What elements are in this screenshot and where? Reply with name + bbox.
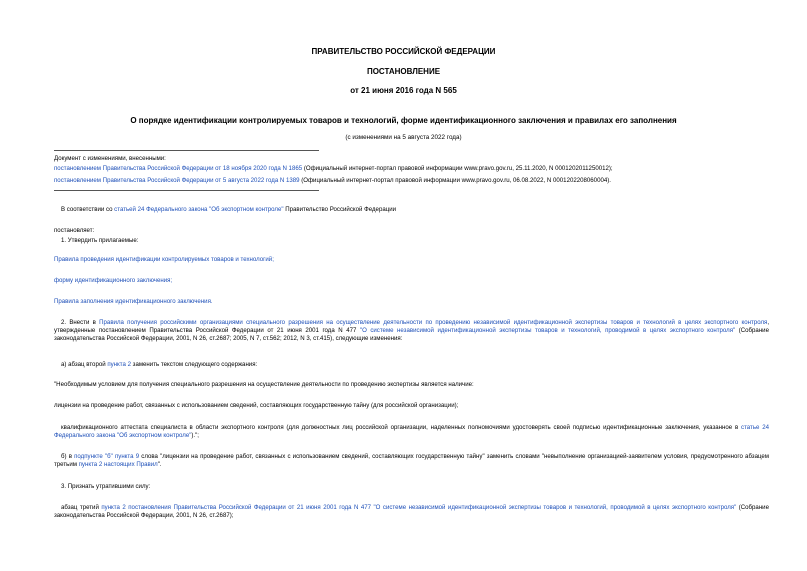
change-item-1: постановлением Правительства Российской Федерации от 18 ноября 2020 года N 1865 (Официальный интернет-портал правовой информации www.pravo.gov.ru, 25.11.2020, N 0001202011250012); (54, 165, 613, 172)
certificate-text: квалификационного аттестата специалиста в области экспортного контроля (для должностных лиц российской организации, наделенных полномочиями удостоверять своей подписью идентификационные заключения, указанное в статье 24 Федерального закона "Об экспортном контроле")."; (54, 424, 769, 440)
document-date-number: от 21 июня 2016 года N 565 (350, 86, 457, 95)
form-link: форму идентификационного заключения; (54, 277, 173, 284)
divider-bottom (54, 190, 319, 191)
change-link-2[interactable]: постановлением Правительства Российской Федерации от 5 августа 2022 года N 1389 (54, 177, 300, 184)
repeal-text: абзац третий пункта 2 постановления Правительства Российской Федерации от 21 июня 2001 года N 477 "О системе независимой идентификационной экспертизы товаров и технологий, проводимой в целях экспортного контроля" (Собрание законодательства Российской Федерации, 2001, N 26, ст.2687); (54, 504, 769, 520)
amendment-note: (с изменениями на 5 августа 2022 года) (345, 134, 462, 141)
change-link-1[interactable]: постановлением Правительства Российской Федерации от 18 ноября 2020 года N 1865 (54, 165, 303, 172)
item-2-text: 2. Внести в Правила получения российскими организациями специального разрешения на осуществление деятельности по проведению независимой идентификационной экспертизы товаров и технологий в целях экспортного контроля, утвержденные постановлением Правительства Российской Федерации от 21 июня 2001 года N 477 "О системе независимой идентификационной экспертизы товаров и технологий, проводимой в целях экспортного контроля" (Собрание законодательства Российской Федерации, 2001, N 26, ст.2687; 2005, N 7, ст.562; 2012, N 3, ст.415), следующие изменения: (54, 319, 770, 343)
divider-top (54, 150, 319, 151)
point-2-rules-link[interactable]: пункта 2 настоящих Правил (78, 461, 158, 469)
changes-intro: Документ с изменениями, внесенными: (54, 155, 166, 162)
resolution-477-link[interactable]: "О системе независимой идентификационной экспертизы товаров и технологий, проводимой в целях экспортного контроля" (359, 327, 736, 335)
change-item-2: постановлением Правительства Российской Федерации от 5 августа 2022 года N 1389 (Официальный интернет-портал правовой информации www.pravo.gov.ru, 06.08.2022, N 0001202208060004). (54, 177, 611, 184)
government-title: ПРАВИТЕЛЬСТВО РОССИЙСКОЙ ФЕДЕРАЦИИ (311, 47, 496, 56)
item-2a-text: а) абзац второй пункта 2 заменить текстом следующего содержания: (61, 361, 258, 368)
document-type: ПОСТАНОВЛЕНИЕ (366, 67, 441, 76)
rules-special-permit-link[interactable]: Правила получения российскими организациями специального разрешения на осуществление деятельности по проведению независимой идентификационной экспертизы товаров и технологий в целях экспортного контроля (99, 319, 768, 326)
preamble: В соответствии со статьей 24 Федерального закона "Об экспортном контроле" Правительство Российской Федерации (61, 206, 397, 213)
point-2-link[interactable]: пункта 2 (107, 361, 131, 368)
rules-identification-link: Правила проведения идентификации контролируемых товаров и технологий; (54, 256, 274, 263)
article-24-link[interactable]: статье 24 Федерального закона "Об экспортном контроле" (54, 424, 769, 440)
document-title: О порядке идентификации контролируемых товаров и технологий, форме идентификационного заключения и правилах его заполнения (130, 116, 677, 125)
law-link[interactable]: статьей 24 Федерального закона "Об экспортном контроле" (114, 206, 284, 213)
license-text: лицензии на проведение работ, связанных с использованием сведений, составляющих государственную тайну (для российской организации); (54, 402, 459, 409)
item-3-text: 3. Признать утратившими силу: (61, 483, 151, 490)
condition-text: "Необходимым условием для получения специального разрешения на осуществление деятельности по проведению экспертизы является наличие: (54, 381, 474, 388)
item-2b-text: б) в подпункте "б" пункта 9 слова "лицензии на проведение работ, связанных с использованием сведений, составляющих государственную тайну" заменить словами "невыполнение организацией-заявителем условия, предусмотренного абзацем третьим пункта 2 настоящих Правил". (54, 453, 769, 469)
subpoint-b-link[interactable]: подпункте "б" пункта 9 (74, 453, 140, 460)
item-1-text: 1. Утвердить прилагаемые: (61, 237, 139, 244)
repeal-link[interactable]: пункта 2 постановления Правительства Российской Федерации от 21 июня 2001 года N 477 "О системе независимой идентификационной экспертизы товаров и технологий, проводимой в целях экспортного контроля" (101, 504, 737, 511)
resolves-text: постановляет: (54, 227, 95, 234)
rules-filling-link: Правила заполнения идентификационного заключения. (54, 298, 213, 305)
